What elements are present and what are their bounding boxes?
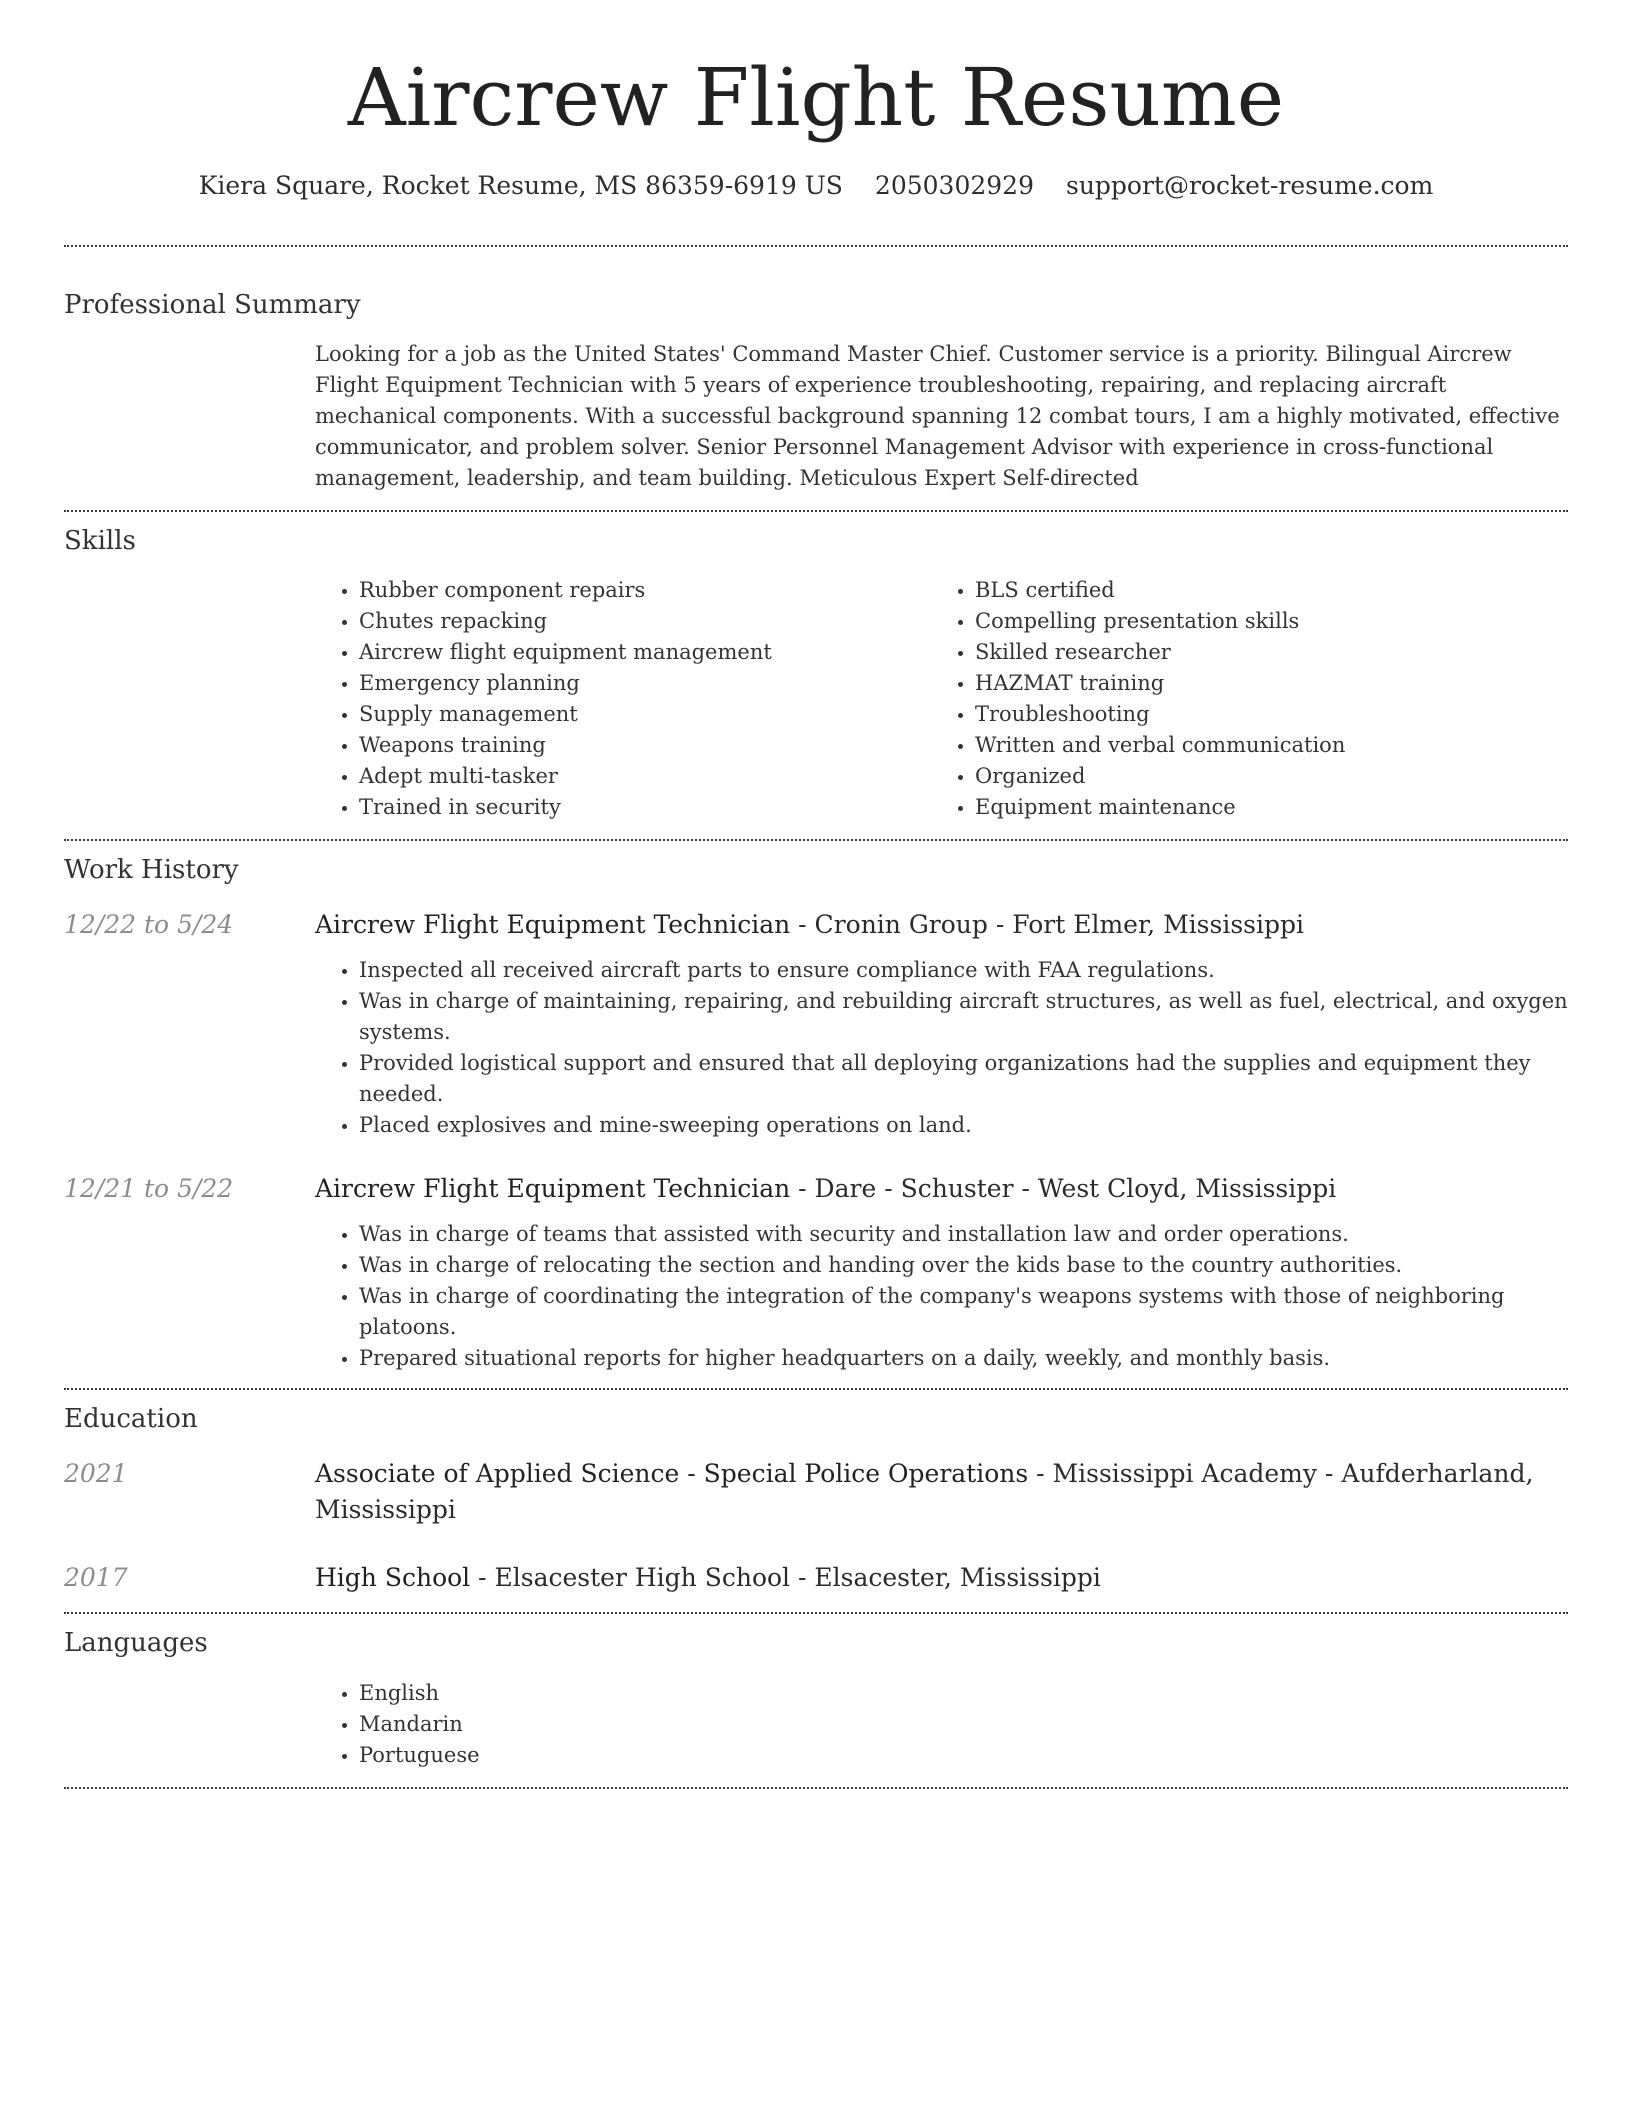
skill-item: • BLS certified — [975, 575, 1547, 606]
job-employer: - Dare - Schuster - West Cloyd, Mississippi — [790, 1174, 1337, 1203]
section-divider — [64, 1388, 1568, 1390]
job-date: 12/22 to 5/24 — [64, 910, 234, 939]
skill-item: • Chutes repacking — [359, 606, 931, 637]
language-item: • Portuguese — [359, 1740, 1568, 1771]
skill-item: • Organized — [975, 761, 1547, 792]
education-school: - Elsacester High School - Elsacester, Mississippi — [470, 1563, 1101, 1592]
skills-heading: Skills — [64, 526, 136, 556]
skill-item: • Adept multi-tasker — [359, 761, 931, 792]
skill-item: • Trained in security — [359, 792, 931, 823]
contact-line — [64, 170, 1568, 202]
job-bullets — [315, 955, 1568, 1141]
summary-text: Looking for a job as the United States' Command Master Chief. Customer service is a priority. Bilingual Aircrew Flight Equipment Technician with 5 years of experience troubleshooting, repairing, and replacing aircraft mechanical components. With a successful background spanning 12 combat tours, I am a highly motivated, effective communicator, and problem solver. Senior Personnel Management Advisor with experience in cross-functional management, leadership, and team building. Meticulous Expert Self-directed — [315, 342, 1560, 490]
job-bullet: • Prepared situational reports for higher headquarters on a daily, weekly, and monthly basis. — [359, 1343, 1568, 1374]
work-heading: Work History — [64, 855, 239, 885]
skill-item: • Emergency planning — [359, 668, 931, 699]
skills-list-left — [315, 575, 931, 823]
skill-item: • HAZMAT training — [975, 668, 1547, 699]
job-bullet: • Was in charge of coordinating the integration of the company's weapons systems with those of neighboring platoons. — [359, 1281, 1568, 1343]
section-divider — [64, 839, 1568, 841]
section-divider — [64, 510, 1568, 512]
summary-heading: Professional Summary — [64, 290, 361, 320]
job-bullet-list — [315, 955, 1568, 1141]
resume-title: Aircrew Flight Resume — [347, 51, 1285, 144]
languages-heading: Languages — [64, 1628, 208, 1658]
education-entry — [64, 1560, 1568, 1596]
skill-item: • Supply management — [359, 699, 931, 730]
education-body — [315, 1456, 1568, 1528]
job-bullet-list — [315, 1219, 1568, 1374]
education-degree: High School — [315, 1563, 471, 1592]
section-divider — [64, 245, 1568, 247]
contact-address: Kiera Square, Rocket Resume, MS 86359-6919 US — [198, 171, 843, 200]
education-heading: Education — [64, 1404, 198, 1434]
skill-item: • Skilled researcher — [975, 637, 1547, 668]
job-bullet: • Was in charge of teams that assisted with security and installation law and order operations. — [359, 1219, 1568, 1250]
section-divider — [64, 1787, 1568, 1789]
contact-phone: 2050302929 — [874, 171, 1034, 200]
skills-column-left — [315, 575, 931, 823]
contact-email: support@rocket-resume.com — [1065, 171, 1434, 200]
skill-item: • Troubleshooting — [975, 699, 1547, 730]
skill-item: • Written and verbal communication — [975, 730, 1547, 761]
language-item: • Mandarin — [359, 1709, 1568, 1740]
job-entry — [64, 907, 1568, 943]
education-school: - Mississippi Academy - Aufderharland, Mississippi — [315, 1459, 1534, 1524]
education-title-line — [315, 1456, 1568, 1528]
languages-block — [315, 1678, 1568, 1771]
education-degree: Associate of Applied Science - Special Police Operations — [315, 1459, 1029, 1488]
job-entry — [64, 1171, 1568, 1207]
education-body — [315, 1560, 1568, 1596]
skill-item: • Equipment maintenance — [975, 792, 1547, 823]
job-bullet: • Was in charge of relocating the section and handing over the kids base to the country authorities. — [359, 1250, 1568, 1281]
job-role: Aircrew Flight Equipment Technician — [315, 910, 791, 939]
job-bullet: • Was in charge of maintaining, repairing, and rebuilding aircraft structures, as well as fuel, electrical, and oxygen systems. — [359, 986, 1568, 1048]
job-bullet: • Placed explosives and mine-sweeping operations on land. — [359, 1110, 1568, 1141]
skills-column-right — [931, 575, 1547, 823]
job-employer: - Cronin Group - Fort Elmer, Mississippi — [790, 910, 1304, 939]
education-date: 2017 — [64, 1563, 128, 1592]
skill-item: • Rubber component repairs — [359, 575, 931, 606]
education-title-line — [315, 1560, 1568, 1596]
job-date: 12/21 to 5/22 — [64, 1174, 234, 1203]
job-title-line — [315, 1171, 1568, 1207]
education-date: 2021 — [64, 1459, 128, 1488]
job-bullet: • Inspected all received aircraft parts to ensure compliance with FAA regulations. — [359, 955, 1568, 986]
education-entry — [64, 1456, 1568, 1528]
languages-list — [315, 1678, 1568, 1771]
skills-list-right — [931, 575, 1547, 823]
job-header — [315, 907, 1568, 943]
job-title-line — [315, 907, 1568, 943]
job-bullet: • Provided logistical support and ensured that all deploying organizations had the supplies and equipment they needed. — [359, 1048, 1568, 1110]
skills-grid — [315, 575, 1568, 823]
language-item: • English — [359, 1678, 1568, 1709]
section-divider — [64, 1612, 1568, 1614]
skill-item: • Compelling presentation skills — [975, 606, 1547, 637]
job-bullets — [315, 1219, 1568, 1374]
skill-item: • Weapons training — [359, 730, 931, 761]
skill-item: • Aircrew flight equipment management — [359, 637, 931, 668]
job-header — [315, 1171, 1568, 1207]
job-role: Aircrew Flight Equipment Technician — [315, 1174, 791, 1203]
